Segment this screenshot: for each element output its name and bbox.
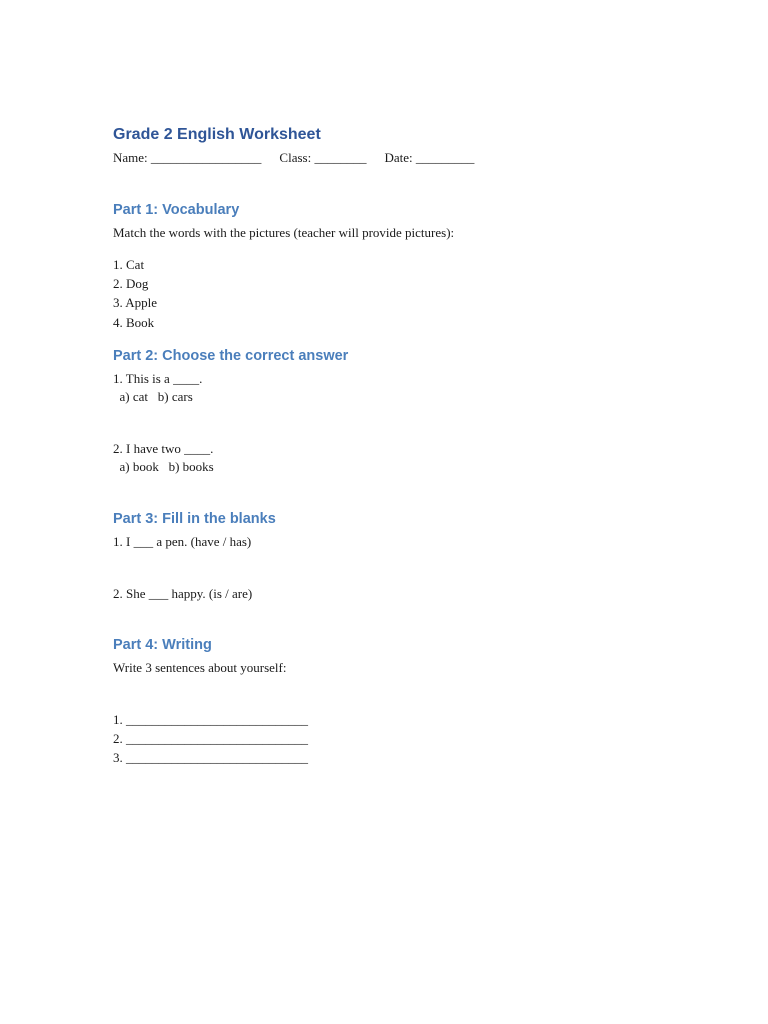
page-title: Grade 2 English Worksheet [113,126,321,143]
list-item: 3. Apple [113,295,158,310]
question-text: 1. This is a ____. [113,371,203,386]
fill-blank-item: 1. I ___ a pen. (have / has) [113,534,252,549]
date-field: Date: _________ [384,150,475,165]
list-item: 4. Book [113,315,155,330]
fill-blank-item: 2. She ___ happy. (is / are) [113,586,253,601]
answer-options: a) book b) books [113,459,214,474]
part1-heading: Part 1: Vocabulary [113,202,240,218]
question-text: 2. I have two ____. [113,441,214,456]
part4-heading: Part 4: Writing [113,637,212,653]
writing-line: 2. ____________________________ [113,731,308,746]
part2-heading: Part 2: Choose the correct answer [113,348,349,364]
list-item: 2. Dog [113,276,149,291]
writing-line: 3. ____________________________ [113,750,308,765]
part1-instruction: Match the words with the pictures (teacher will provide pictures): [113,225,455,240]
name-field: Name: _________________ [113,150,262,165]
part3-heading: Part 3: Fill in the blanks [113,511,276,527]
writing-line: 1. ____________________________ [113,712,308,727]
part4-instruction: Write 3 sentences about yourself: [113,660,287,675]
class-field: Class: ________ [279,150,367,165]
student-info-line [113,150,474,166]
answer-options: a) cat b) cars [113,389,193,404]
list-item: 1. Cat [113,257,145,272]
